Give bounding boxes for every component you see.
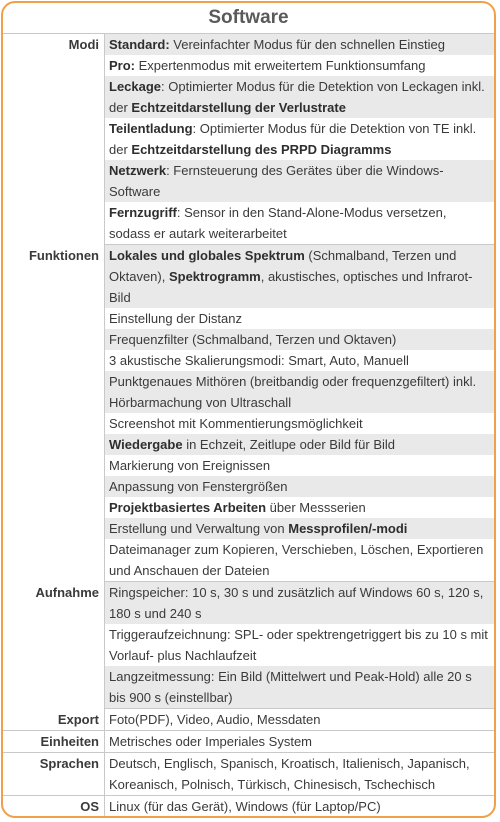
section-label-export: Export [3,709,105,731]
section-label-aufnahme: Aufnahme [3,582,105,709]
list-item: Netzwerk: Fernsteuerung des Gerätes über die Windows-Software [105,160,495,202]
list-item: Projektbasiertes Arbeiten über Messserien [109,500,366,515]
spec-sheet-frame [1,1,496,818]
list-item: Dateimanager zum Kopieren, Verschieben, Löschen, Exportieren und Anschauen der Dateien [105,539,495,582]
list-item: Einstellung der Distanz [109,311,242,326]
section-label-sprachen: Sprachen [3,753,105,796]
list-item: Standard: Vereinfachter Modus für den schnellen Einstieg [105,34,495,55]
list-item: Pro: Expertenmodus mit erweitertem Funktionsumfang [109,58,426,73]
list-item: Erstellung und Verwaltung von Messprofilen/-modi [105,518,495,539]
list-item: Frequenzfilter (Schmalband, Terzen und Oktaven) [105,329,495,350]
table-row [3,34,494,55]
table-row [3,753,494,796]
list-item: Metrisches oder Imperiales System [105,731,495,753]
table-row [3,731,494,753]
list-item: Linux (für das Gerät), Windows (für Laptop/PC) [109,799,381,814]
list-item: Fernzugriff: Sensor in den Stand-Alone-Modus versetzen, sodass er autark weiterarbeitet [105,202,495,245]
list-item: Screenshot mit Kommentierungsmöglichkeit [109,416,363,431]
section-label-modi: Modi [3,34,105,245]
section-label-einheiten: Einheiten [3,731,105,753]
section-label-funktionen: Funktionen [3,245,105,582]
list-item: Teilentladung: Optimierter Modus für die Detektion von TE inkl. der Echtzeitdarstellung des PRPD Diagramms [109,121,477,157]
list-item: Leckage: Optimierter Modus für die Detektion von Leckagen inkl. der Echtzeitdarstellung der Verlustrate [105,76,495,118]
spec-table [3,34,494,817]
table-row [3,709,494,731]
table-row [3,796,494,818]
list-item: 3 akustische Skalierungsmodi: Smart, Auto, Manuell [109,353,409,368]
list-item: Punktgenaues Mithören (breitbandig oder frequenzgefiltert) inkl. Hörbarmachung von Ultraschall [105,371,495,413]
list-item: Markierung von Ereignissen [109,458,271,473]
list-item: Deutsch, Englisch, Spanisch, Kroatisch, Italienisch, Japanisch, Koreanisch, Polnisch, Türkisch, Chinesisch, Tschechisch [105,753,495,796]
table-row [3,582,494,625]
list-item: Langzeitmessung: Ein Bild (Mittelwert und Peak-Hold) alle 20 s bis 900 s (einstellbar) [105,666,495,709]
list-item: Anpassung von Fenstergrößen [105,476,495,497]
list-item: Foto(PDF), Video, Audio, Messdaten [105,709,495,731]
list-item: Triggeraufzeichnung: SPL- oder spektrengetriggert bis zu 10 s mit Vorlauf- plus Nachlaufzeit [109,627,488,663]
table-row [3,245,494,309]
section-label-os: OS [3,796,105,818]
list-item: Wiedergabe in Echzeit, Zeitlupe oder Bild für Bild [105,434,495,455]
list-item: Ringspeicher: 10 s, 30 s und zusätzlich auf Windows 60 s, 120 s, 180 s und 240 s [105,582,495,625]
page-title: Software [3,3,494,34]
list-item: Lokales und globales Spektrum (Schmalband, Terzen und Oktaven), Spektrogramm, akustisches, optisches und Infrarot-Bild [105,245,495,309]
